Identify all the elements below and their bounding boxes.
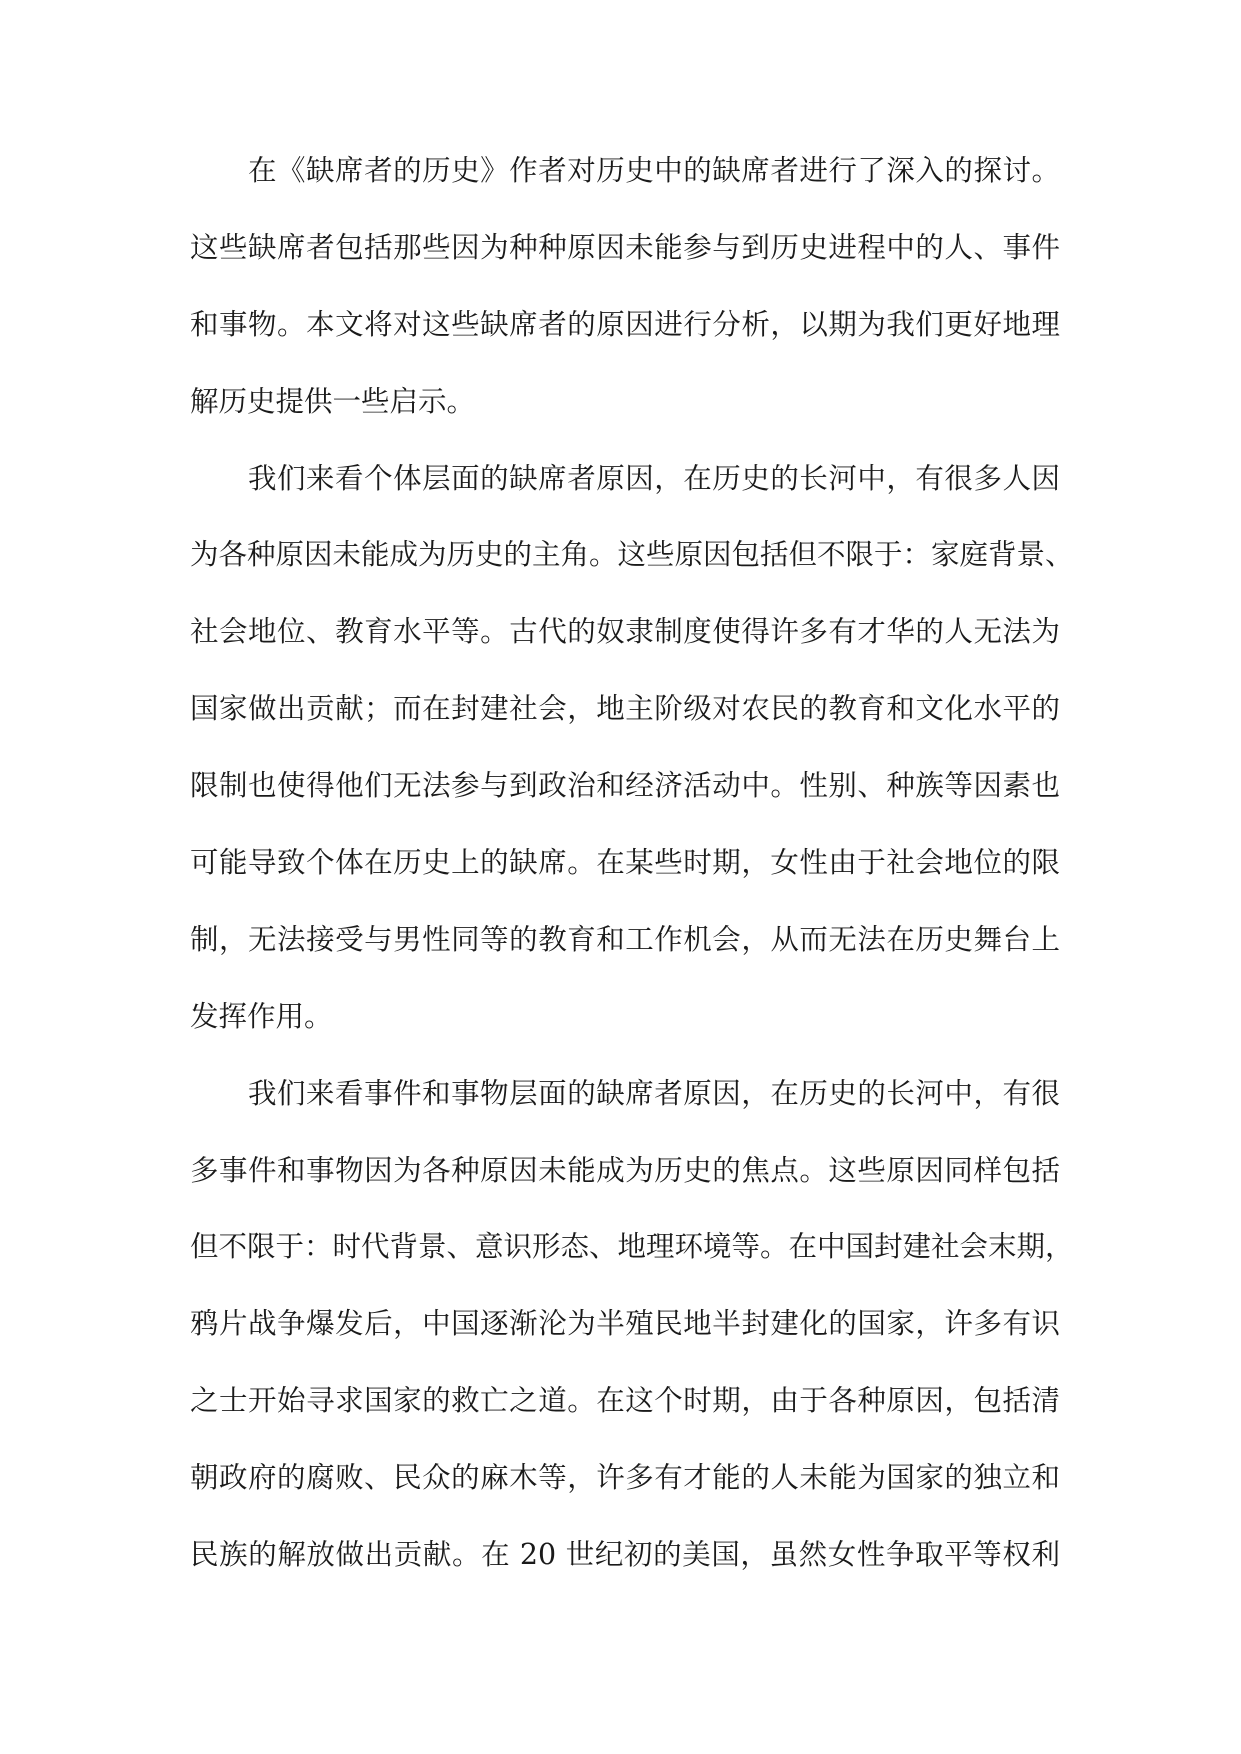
paragraph-line: 国家做出贡献；而在封建社会，地主阶级对农民的教育和文化水平的 <box>190 692 1060 726</box>
paragraph-line: 限制也使得他们无法参与到政治和经济活动中。性别、种族等因素也 <box>190 769 1060 803</box>
paragraph-line: 这些缺席者包括那些因为种种原因未能参与到历史进程中的人、事件 <box>190 230 1060 264</box>
paragraph-line: 和事物。本文将对这些缺席者的原因进行分析，以期为我们更好地理 <box>190 307 1060 341</box>
paragraph-line: 可能导致个体在历史上的缺席。在某些时期，女性由于社会地位的限 <box>190 846 1060 880</box>
paragraph-line: 我们来看个体层面的缺席者原因，在历史的长河中，有很多人因 <box>248 461 1060 495</box>
paragraph-line: 之士开始寻求国家的救亡之道。在这个时期，由于各种原因，包括清 <box>190 1384 1060 1418</box>
paragraph-line: 在《缺席者的历史》作者对历史中的缺席者进行了深入的探讨。 <box>248 154 1060 187</box>
paragraph-line: 解历史提供一些启示。 <box>190 384 476 418</box>
paragraph-line: 鸦片战争爆发后，中国逐渐沦为半殖民地半封建化的国家，许多有识 <box>190 1307 1060 1341</box>
paragraph-line: 多事件和事物因为各种原因未能成为历史的焦点。这些原因同样包括 <box>190 1153 1060 1187</box>
paragraph-line: 为各种原因未能成为历史的主角。这些原因包括但不限于：家庭背景、 <box>190 538 1074 572</box>
paragraph-2 <box>190 450 1074 1065</box>
paragraph-1 <box>190 142 1060 450</box>
body-text <box>190 142 1074 1603</box>
paragraph-3 <box>190 1065 1074 1603</box>
paragraph-line: 民族的解放做出贡献。在 20 世纪初的美国，虽然女性争取平等权利 <box>190 1538 1060 1572</box>
paragraph-line: 但不限于：时代背景、意识形态、地理环境等。在中国封建社会末期， <box>190 1230 1074 1264</box>
paragraph-line: 社会地位、教育水平等。古代的奴隶制度使得许多有才华的人无法为 <box>190 615 1060 649</box>
paragraph-line: 发挥作用。 <box>190 999 333 1033</box>
paragraph-line: 制，无法接受与男性同等的教育和工作机会，从而无法在历史舞台上 <box>190 922 1060 956</box>
paragraph-line: 朝政府的腐败、民众的麻木等，许多有才能的人未能为国家的独立和 <box>190 1461 1060 1495</box>
paragraph-line: 我们来看事件和事物层面的缺席者原因，在历史的长河中，有很 <box>248 1076 1060 1110</box>
